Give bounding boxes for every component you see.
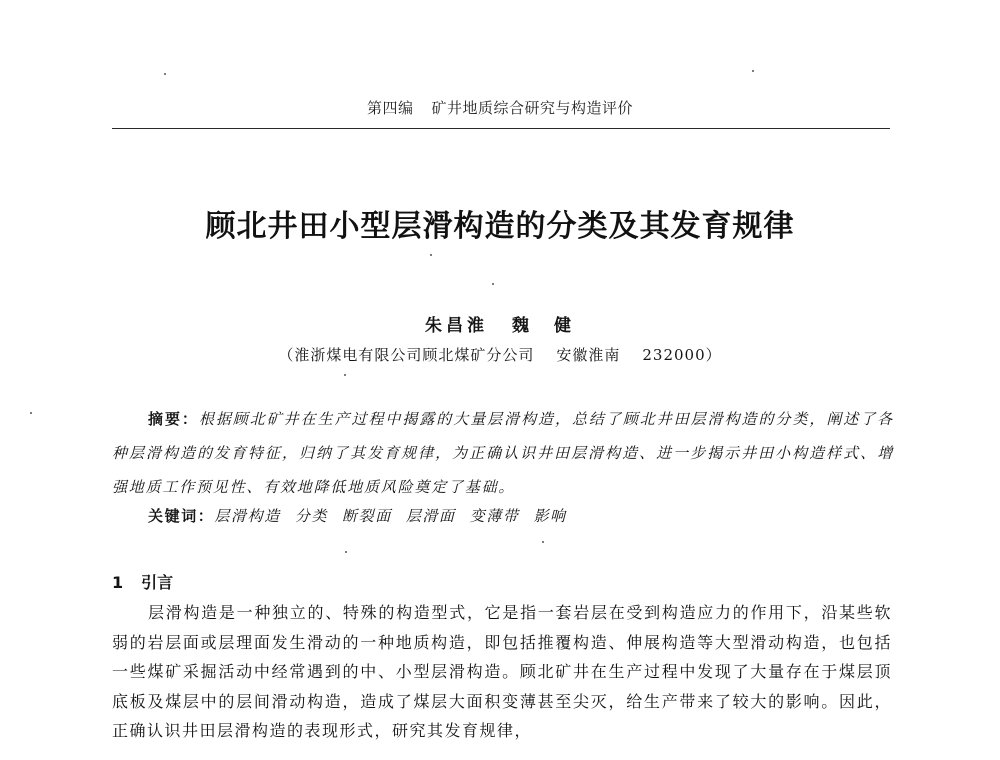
scan-speck xyxy=(345,551,347,553)
keyword: 变薄带 xyxy=(469,507,520,525)
author-list xyxy=(0,311,1000,336)
abstract xyxy=(112,402,894,504)
keyword: 层滑面 xyxy=(405,507,456,525)
author-name: 朱昌淮 xyxy=(425,316,488,336)
running-header xyxy=(0,97,1000,118)
affiliation-org: （淮浙煤电有限公司顾北煤矿分公司 xyxy=(278,346,535,364)
running-header-part: 第四编 xyxy=(366,99,414,117)
header-rule xyxy=(112,128,890,129)
running-header-title: 矿井地质综合研究与构造评价 xyxy=(431,99,634,117)
section-number: 1 xyxy=(112,573,124,592)
scan-speck xyxy=(752,70,754,72)
keyword: 分类 xyxy=(294,507,329,525)
keyword: 层滑构造 xyxy=(214,507,281,525)
affiliation xyxy=(0,344,1000,365)
affiliation-place: 安徽淮南 xyxy=(556,346,621,364)
paper-title: 顾北井田小型层滑构造的分类及其发育规律 xyxy=(205,209,795,244)
scan-speck xyxy=(164,73,166,75)
scan-speck xyxy=(30,412,32,414)
abstract-text: 根据顾北矿井在生产过程中揭露的大量层滑构造，总结了顾北井田层滑构造的分类，阐述了各种层滑构造的发育特征，归纳了其发育规律，为正确认识井田层滑构造、进一步揭示井田小构造样式、增强地质工作预见性、有效地降低地质风险奠定了基础。 xyxy=(112,410,894,496)
keyword: 影响 xyxy=(533,507,567,525)
author-name: 魏 健 xyxy=(512,316,575,336)
keywords xyxy=(148,505,894,526)
scan-speck xyxy=(542,541,544,543)
abstract-label: 摘要： xyxy=(148,410,199,428)
body-paragraph: 层滑构造是一种独立的、特殊的构造型式，它是指一套岩层在受到构造应力的作用下，沿某些软弱的岩层面或层理面发生滑动的一种地质构造，即包括推覆构造、伸展构造等大型滑动构造，也包括一些煤矿采掘活动中经常遇到的中、小型层滑构造。顾北矿井在生产过程中发现了大量存在于煤层顶底板及煤层中的层间滑动构造，造成了煤层大面积变薄甚至尖灭，给生产带来了较大的影响。因此，正确认识井田层滑构造的表现形式，研究其发育规律， xyxy=(112,603,892,740)
scan-speck xyxy=(492,283,494,285)
scan-speck xyxy=(344,374,346,376)
keywords-label: 关键词： xyxy=(148,507,215,525)
section-title: 引言 xyxy=(141,573,174,592)
affiliation-postcode: 232000） xyxy=(642,346,722,364)
scan-speck xyxy=(430,254,432,256)
section-heading xyxy=(112,570,173,593)
keyword: 断裂面 xyxy=(342,507,392,525)
